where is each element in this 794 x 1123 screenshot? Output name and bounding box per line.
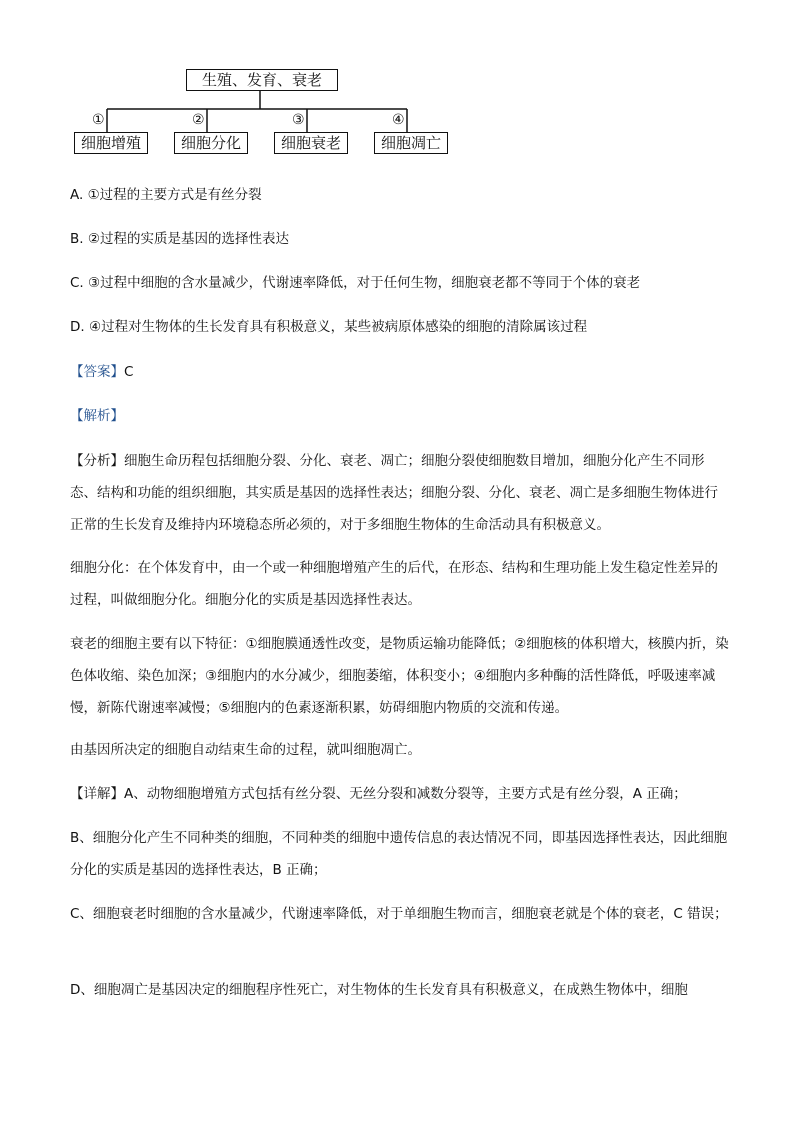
analysis-paragraph-2: 细胞分化：在个体发育中，由一个或一种细胞增殖产生的后代，在形态、结构和生理功能上发生稳定性差异的过程，叫做细胞分化。细胞分化的实质是基因选择性表达。 xyxy=(70,560,718,608)
detail-tag: 【详解】 xyxy=(70,786,124,802)
answer-value: C xyxy=(124,364,134,380)
option-a: A. ①过程的主要方式是有丝分裂 xyxy=(70,187,262,203)
detail-paragraph-d: D、细胞凋亡是基因决定的细胞程序性死亡，对生物体的生长发育具有积极意义，在成熟生物体中，细胞 xyxy=(70,982,688,998)
node-number-3: ③ xyxy=(292,112,305,128)
answer-line xyxy=(70,356,730,388)
analysis-heading: 【解析】 xyxy=(70,408,124,424)
option-c: C. ③过程中细胞的含水量减少，代谢速率降低，对于任何生物，细胞衰老都不等同于个体的衰老 xyxy=(70,275,641,291)
analysis-paragraph-3: 衰老的细胞主要有以下特征：①细胞膜通透性改变，是物质运输功能降低；②细胞核的体积增大，核膜内折，染色体收缩、染色加深；③细胞内的水分减少，细胞萎缩，体积变小；④细胞内多种酶的活性降低，呼吸速率减慢，新陈代谢速率减慢；⑤细胞内的色素逐渐积累，妨碍细胞内物质的交流和传递。 xyxy=(70,636,729,716)
detail-paragraph-c: C、细胞衰老时细胞的含水量减少，代谢速率降低，对于单细胞生物而言，细胞衰老就是个体的衰老，C 错误； xyxy=(70,906,728,922)
node-box-senescence: 细胞衰老 xyxy=(274,132,348,154)
option-d: D. ④过程对生物体的生长发育具有积极意义，某些被病原体感染的细胞的清除属该过程 xyxy=(70,319,588,335)
option-b: B. ②过程的实质是基因的选择性表达 xyxy=(70,231,289,247)
node-box-apoptosis: 细胞凋亡 xyxy=(374,132,448,154)
answer-tag: 【答案】 xyxy=(70,364,124,380)
analysis-tag: 【分析】 xyxy=(70,453,124,469)
analysis-text-1: 细胞生命历程包括细胞分裂、分化、衰老、凋亡；细胞分裂使细胞数目增加，细胞分化产生不同形态、结构和功能的组织细胞，其实质是基因的选择性表达；细胞分裂、分化、衰老、凋亡是多细胞生物体进行正常的生长发育及维持内环境稳态所必须的，对于多细胞生物体的生命活动具有积极意义。 xyxy=(70,453,718,533)
detail-paragraph-b: B、细胞分化产生不同种类的细胞，不同种类的细胞中遗传信息的表达情况不同，即基因选择性表达，因此细胞分化的实质是基因的选择性表达，B 正确； xyxy=(70,830,728,878)
node-number-1: ① xyxy=(92,112,105,128)
detail-paragraph-a xyxy=(70,778,730,810)
analysis-paragraph-4: 由基因所决定的细胞自动结束生命的过程，就叫细胞凋亡。 xyxy=(70,742,421,758)
diagram-top-box: 生殖、发育、衰老 xyxy=(186,69,338,91)
node-box-differentiation: 细胞分化 xyxy=(174,132,248,154)
process-diagram xyxy=(70,66,460,158)
node-number-4: ④ xyxy=(392,112,405,128)
detail-text-a: A、动物细胞增殖方式包括有丝分裂、无丝分裂和减数分裂等，主要方式是有丝分裂，A 正确； xyxy=(124,786,687,802)
node-box-proliferation: 细胞增殖 xyxy=(74,132,148,154)
analysis-paragraph-1 xyxy=(70,445,730,541)
node-number-2: ② xyxy=(192,112,205,128)
